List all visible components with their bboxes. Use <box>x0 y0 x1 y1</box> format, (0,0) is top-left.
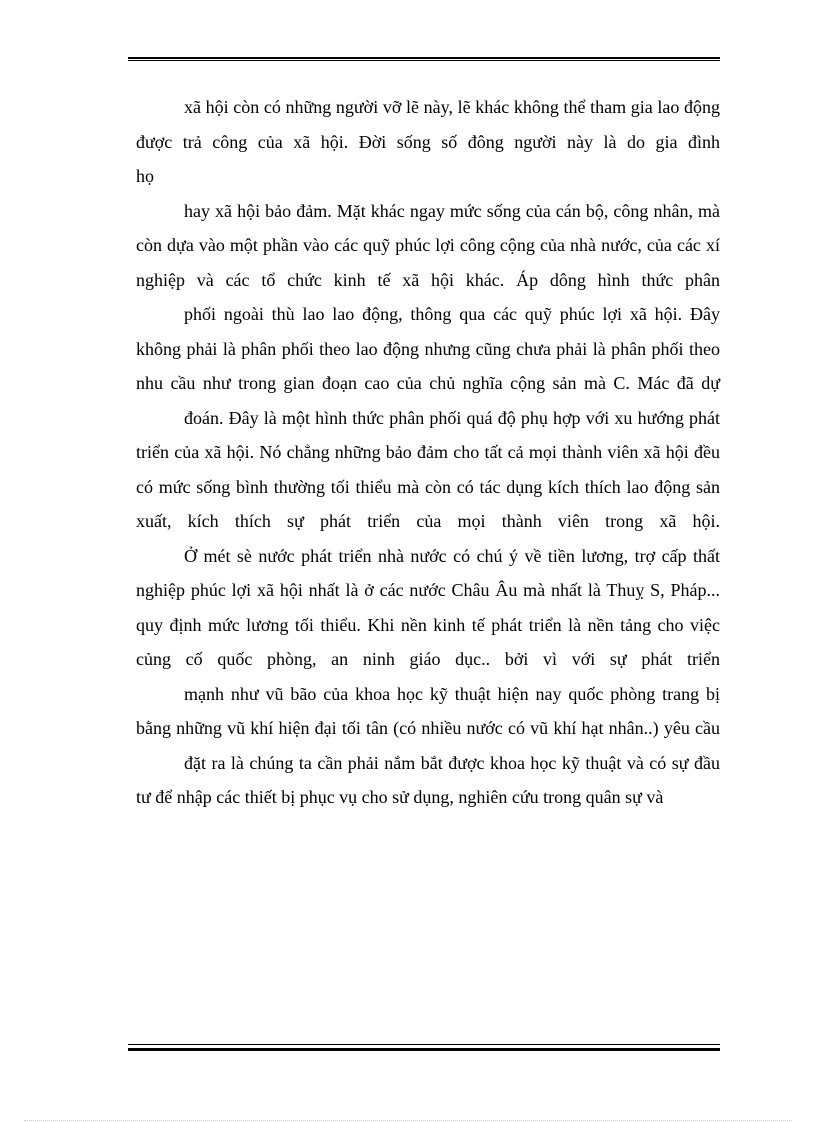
paragraph: Ở mét sè nước phát triển nhà nước có chú ý về tiền lương, trợ cấp thất nghiệp phúc lợi xã hội nhất là ở các nước Châu Âu mà nhất là Thuỵ S, Pháp... quy định mức lương tối thiểu. Khi nền kinh tế phát triển là nền tảng cho việc củng cố quốc phòng, an ninh giáo dục.. bởi vì với sự phát triển <box>136 545 720 669</box>
paragraph: mạnh như vũ bão của khoa học kỹ thuật hiện nay quốc phòng trang bị bằng những vũ khí hiện đại tối tân (có nhiều nước có vũ khí hạt nhân..) yêu cầu <box>136 683 720 738</box>
paragraph: đoán. Đây là một hình thức phân phối quá độ phụ hợp với xu hướng phát triển của xã hội. Nó chẳng những bảo đảm cho tất cả mọi thành viên xã hội đều có mức sống bình thường tối thiểu mà còn có tác dụng kích thích lao động sản xuất, kích thích sự phát triển của mọi thành viên trong xã hội. <box>136 407 720 531</box>
paragraph: hay xã hội bảo đảm. Mặt khác ngay mức sống của cán bộ, công nhân, mà còn dựa vào một phần vào các quỹ phúc lợi công cộng của nhà nước, của các xí nghiệp và các tổ chức kinh tế xã hội khác. Áp dông hình thức phân <box>136 200 720 290</box>
body-text <box>136 90 720 815</box>
paragraph: xã hội còn có những người vỡ lẽ này, lẽ khác không thể tham gia lao động được trả công của xã hội. Đời sống số đông người này là do gia đình <box>136 97 720 152</box>
footer-double-rule <box>128 1044 720 1051</box>
paragraph: phối ngoài thù lao lao động, thông qua các quỹ phúc lợi xã hội. Đây không phải là phân phối theo lao động nhưng cũng chưa phải là phân phối theo nhu cầu như trong gian đoạn cao của chủ nghĩa cộng sản mà C. Mác đã dự <box>136 304 720 393</box>
header-double-rule <box>128 57 720 61</box>
paragraph: đặt ra là chúng ta cần phải nắm bắt được khoa học kỹ thuật và có sự đầu tư để nhập các thiết bị phục vụ cho sử dụng, nghiên cứu trong quân sự và <box>136 752 720 807</box>
page-edge-dotted-line <box>24 1120 792 1121</box>
paragraph: họ <box>136 166 154 186</box>
